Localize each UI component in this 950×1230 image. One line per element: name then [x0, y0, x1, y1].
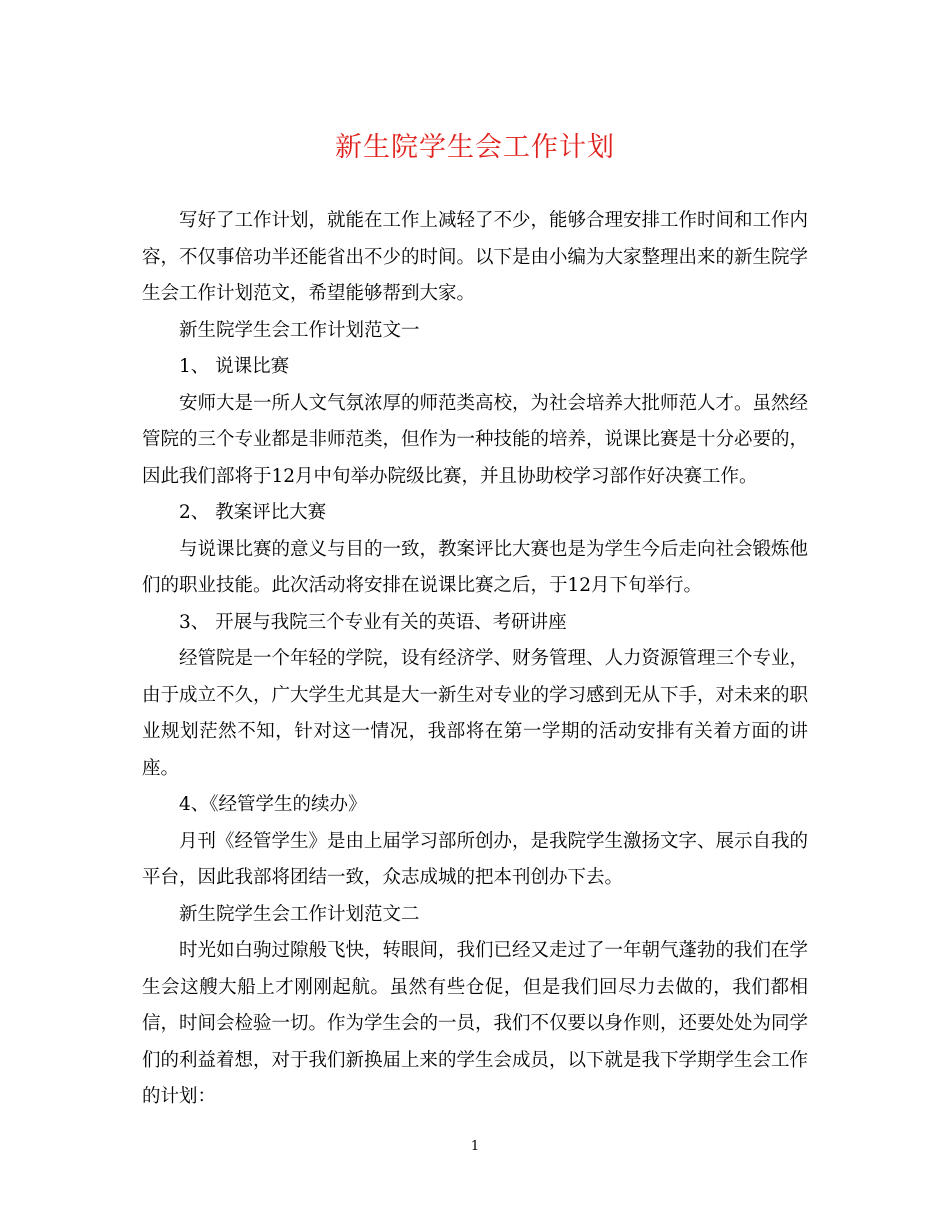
document-body — [142, 203, 808, 1116]
item-1-paragraph: 安师大是一所人文气氛浓厚的师范类高校，为社会培养大批师范人才。虽然经管院的三个专业都是非师范类，但作为一种技能的培养，说课比赛是十分必要的，因此我们部将于12月中旬举办院级比赛，并且协助校学习部作好决赛工作。 — [142, 392, 809, 487]
sample-two-paragraph: 时光如白驹过隙般飞快，转眼间，我们已经又走过了一年朝气蓬勃的我们在学生会这艘大船上才刚刚起航。虽然有些仓促，但是我们回尽力去做的，我们都相信，时间会检验一切。作为学生会的一员，我们不仅要以身作则，还要处处为同学们的利益着想，对于我们新换届上来的学生会成员，以下就是我下学期学生会工作的计划： — [142, 940, 809, 1107]
item-4-paragraph: 月刊《经管学生》是由上届学习部所创办，是我院学生激扬文字、展示自我的平台，因此我部将团结一致，众志成城的把本刊创办下去。 — [142, 830, 809, 888]
intro-paragraph: 写好了工作计划，就能在工作上减轻了不少，能够合理安排工作时间和工作内容，不仅事倍功半还能省出不少的时间。以下是由小编为大家整理出来的新生院学生会工作计划范文，希望能够帮到大家。 — [142, 210, 809, 304]
item-2-paragraph: 与说课比赛的意义与目的一致，教案评比大赛也是为学生今后走向社会锻炼他们的职业技能。此次活动将安排在说课比赛之后，于12月下旬举行。 — [142, 538, 809, 596]
page-number: 1 — [470, 1139, 480, 1154]
item-1-heading: 1、 说课比赛 — [179, 356, 290, 377]
sample-one-heading: 新生院学生会工作计划范文一 — [179, 319, 420, 341]
item-2-heading: 2、 教案评比大赛 — [179, 502, 327, 523]
document-title: 新生院学生会工作计划 — [335, 132, 615, 163]
item-4-heading: 4、《经管学生的续办》 — [179, 794, 367, 815]
item-3-paragraph: 经管院是一个年轻的学院，设有经济学、财务管理、人力资源管理三个专业，由于成立不久，广大学生尤其是大一新生对专业的学习感到无从下手，对未来的职业规划茫然不知，针对这一情况，我部将在第一学期的活动安排有关着方面的讲座。 — [142, 648, 809, 779]
item-3-heading: 3、 开展与我院三个专业有关的英语、考研讲座 — [179, 611, 567, 633]
sample-two-heading: 新生院学生会工作计划范文二 — [179, 903, 420, 925]
